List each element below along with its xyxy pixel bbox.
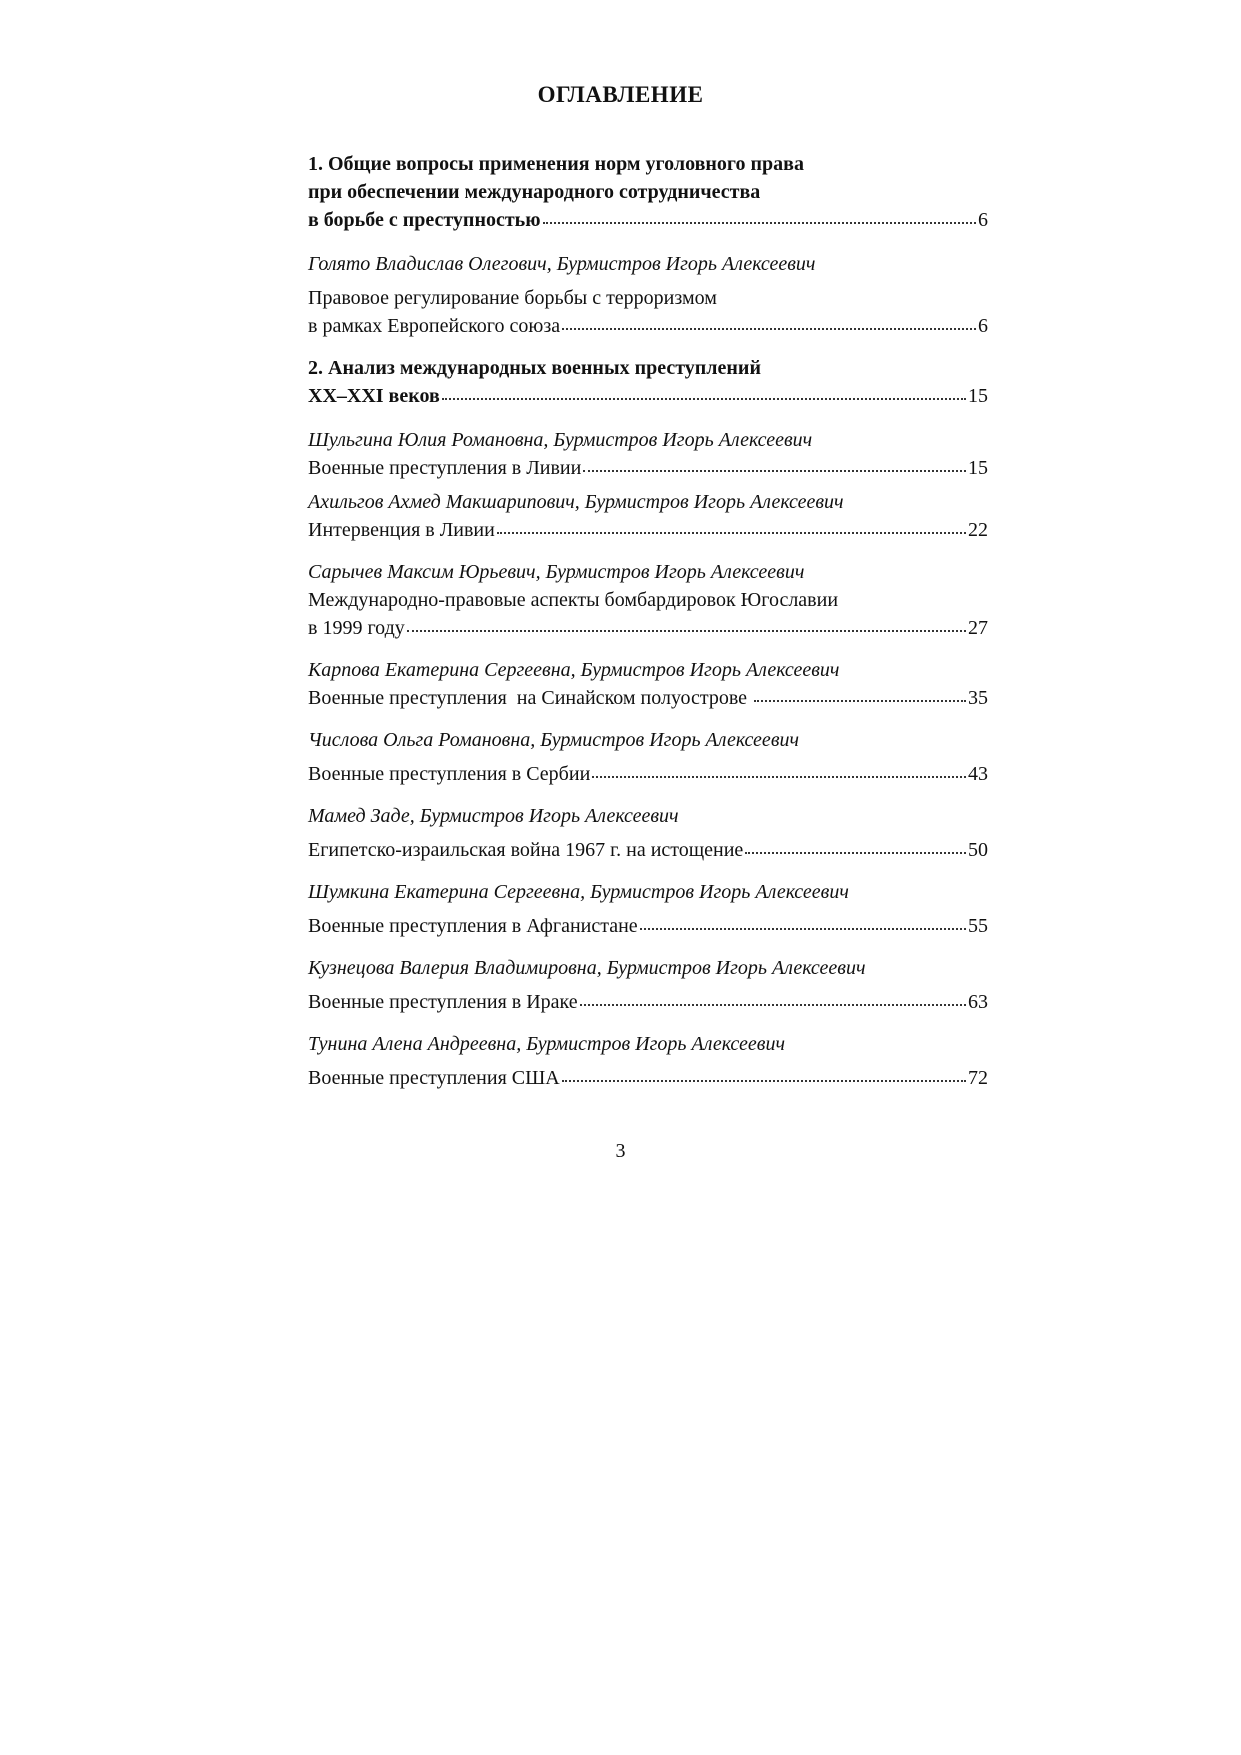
dot-leader [745, 846, 966, 854]
section-title-line: 2. Анализ международных военных преступлений [308, 357, 761, 379]
toc-entry-line [308, 988, 988, 1016]
toc-entry-line [308, 312, 988, 340]
page-ref: 22 [968, 519, 988, 541]
toc-entry-line [308, 382, 988, 410]
article-authors: Тунина Алена Андреевна, Бурмистров Игорь Алексеевич [308, 1033, 785, 1055]
page-number: 3 [615, 1140, 626, 1162]
page-ref: 35 [968, 687, 988, 709]
page-ref: 72 [968, 1067, 988, 1089]
dot-leader [640, 922, 966, 930]
dot-leader [583, 464, 966, 472]
page-ref: 50 [968, 839, 988, 861]
page-ref: 6 [978, 315, 988, 337]
article-authors: Карпова Екатерина Сергеевна, Бурмистров Игорь Алексеевич [308, 659, 840, 681]
article-authors: Голято Владислав Олегович, Бурмистров Игорь Алексеевич [308, 253, 816, 275]
page-ref: 27 [968, 617, 988, 639]
section-title-line: в борьбе с преступностью [308, 209, 541, 231]
page-ref: 43 [968, 763, 988, 785]
article-title-line: Военные преступления США [308, 1067, 560, 1089]
article-authors: Сарычев Максим Юрьевич, Бурмистров Игорь Алексеевич [308, 561, 805, 583]
toc-entry-line [308, 760, 988, 788]
dot-leader [442, 392, 966, 400]
article-authors: Ахильгов Ахмед Макшарипович, Бурмистров Игорь Алексеевич [308, 491, 844, 513]
page-ref: 15 [968, 457, 988, 479]
article-title-line: Правовое регулирование борьбы с терроризмом [308, 287, 717, 309]
toc-section-1[interactable] [308, 150, 988, 234]
article-authors: Мамед Заде, Бурмистров Игорь Алексеевич [308, 805, 679, 827]
toc-entry-line [308, 836, 988, 864]
dot-leader [592, 770, 966, 778]
section-title-line: XX–XXI веков [308, 385, 440, 407]
page-ref: 6 [978, 209, 988, 231]
toc-article[interactable] [308, 488, 988, 544]
toc-article[interactable] [308, 250, 988, 340]
dot-leader [580, 998, 966, 1006]
toc-entry-line [308, 614, 988, 642]
toc-article[interactable] [308, 954, 988, 1016]
table-of-contents [308, 150, 988, 1106]
article-authors: Шульгина Юлия Романовна, Бурмистров Игорь Алексеевич [308, 429, 813, 451]
article-title-line: Интервенция в Ливии [308, 519, 495, 541]
dot-leader [562, 1074, 966, 1082]
article-title-line: Военные преступления в Афганистане [308, 915, 638, 937]
page-ref: 63 [968, 991, 988, 1013]
dot-leader [754, 694, 966, 702]
toc-article[interactable] [308, 1030, 988, 1092]
page-ref: 55 [968, 915, 988, 937]
article-title-line: Международно-правовые аспекты бомбардировок Югославии [308, 589, 839, 611]
page-title: ОГЛАВЛЕНИЕ [537, 82, 704, 107]
toc-article[interactable] [308, 802, 988, 864]
section-title-line: при обеспечении международного сотрудничества [308, 181, 761, 203]
toc-article[interactable] [308, 878, 988, 940]
article-title-line: Военные преступления в Ираке [308, 991, 578, 1013]
toc-entry-line [308, 1064, 988, 1092]
toc-section-2[interactable] [308, 354, 988, 410]
dot-leader [562, 322, 976, 330]
article-authors: Кузнецова Валерия Владимировна, Бурмистров Игорь Алексеевич [308, 957, 866, 979]
article-title-line: Египетско-израильская война 1967 г. на истощение [308, 839, 744, 861]
section-title-line: 1. Общие вопросы применения норм уголовного права [308, 153, 804, 175]
article-title-line: Военные преступления в Ливии [308, 457, 582, 479]
toc-article[interactable] [308, 426, 988, 482]
article-authors: Шумкина Екатерина Сергеевна, Бурмистров Игорь Алексеевич [308, 881, 849, 903]
article-title-line: Военные преступления на Синайском полуострове [308, 687, 753, 709]
dot-leader [543, 216, 976, 224]
toc-entry-line [308, 206, 988, 234]
article-title-line: в 1999 году [308, 617, 405, 639]
toc-entry-line [308, 912, 988, 940]
dot-leader [497, 526, 966, 534]
article-title-line: Военные преступления в Сербии [308, 763, 591, 785]
toc-article[interactable] [308, 656, 988, 712]
toc-entry-line [308, 684, 988, 712]
toc-article[interactable] [308, 726, 988, 788]
page-ref: 15 [968, 385, 988, 407]
toc-entry-line [308, 516, 988, 544]
article-authors: Числова Ольга Романовна, Бурмистров Игорь Алексеевич [308, 729, 800, 751]
article-title-line: в рамках Европейского союза [308, 315, 561, 337]
toc-entry-line [308, 454, 988, 482]
dot-leader [407, 624, 966, 632]
toc-article[interactable] [308, 558, 988, 642]
